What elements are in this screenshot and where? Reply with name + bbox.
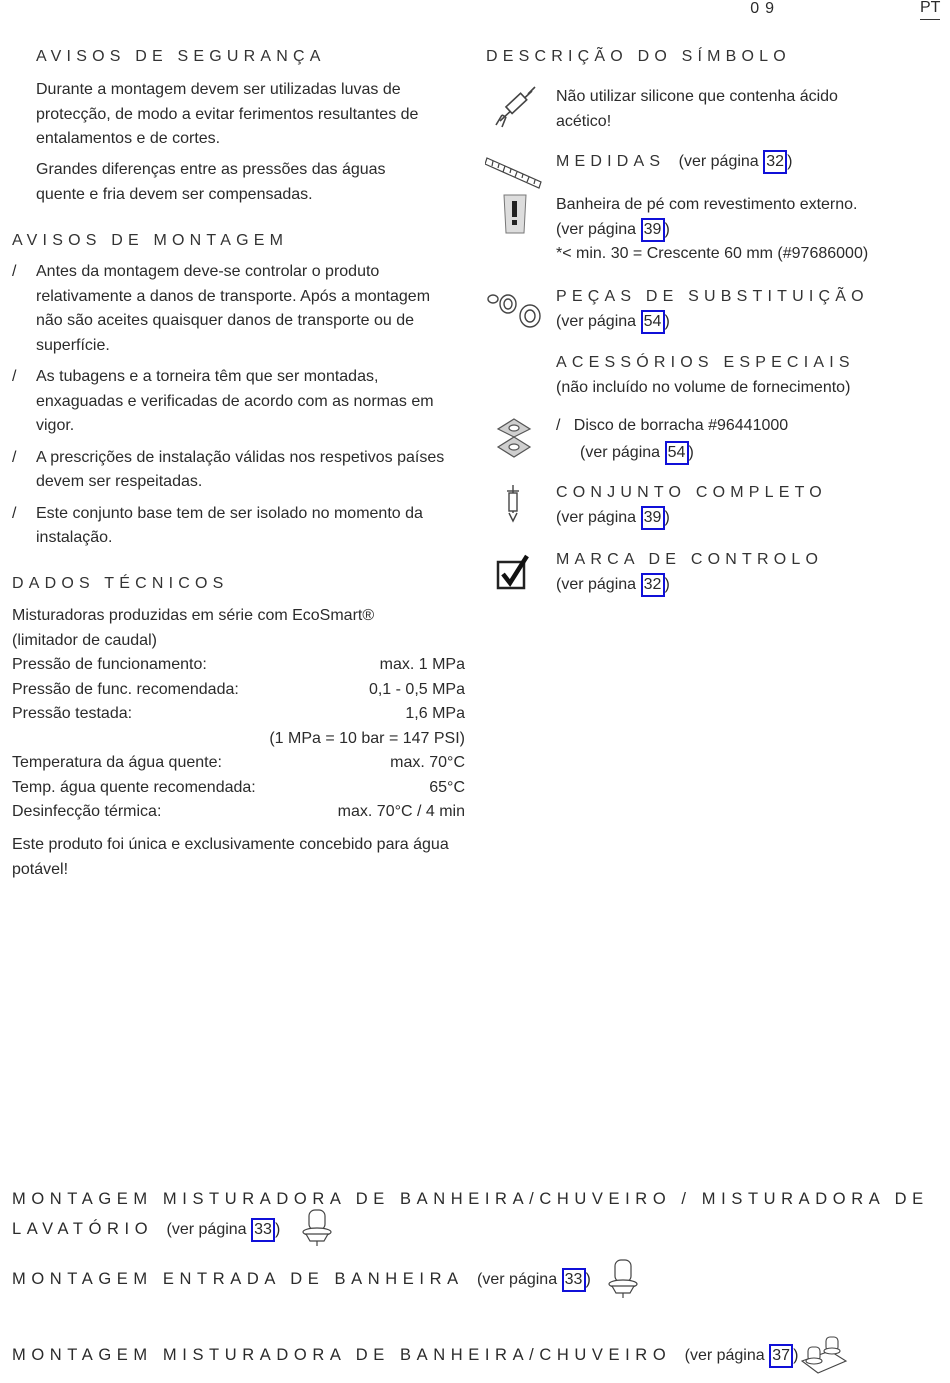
assembly-item: / Antes da montagem deve-se controlar o produto relativamente a danos de transporte. Após a montagem não são aceites quaisquer danos de transporte ou de superfície. bbox=[12, 263, 431, 354]
measures-row bbox=[556, 150, 792, 175]
technical-row: Desinfecção térmica: max. 70°C / 4 min bbox=[12, 803, 465, 820]
bath-inlet-ref: (ver página 33 ) bbox=[468, 1271, 591, 1288]
accessories-block bbox=[556, 351, 855, 400]
page-link-bath-inlet[interactable]: 33 bbox=[562, 1268, 586, 1292]
mixer-basin-ref: (ver página 33 ) bbox=[158, 1221, 281, 1238]
technical-intro-line2: (limitador de caudal) bbox=[12, 631, 157, 649]
complete-set-block bbox=[556, 481, 827, 530]
mixer-shower-title: MONTAGEM MISTURADORA DE BANHEIRA/CHUVEIRO bbox=[12, 1346, 672, 1364]
accessory-bullet: / bbox=[556, 417, 561, 434]
spare-parts-icon bbox=[486, 290, 544, 330]
assembly-item: / As tubagens e a torneira têm que ser montadas, enxaguadas e verificadas de acordo com as normas em vigor. bbox=[12, 368, 434, 434]
accessory-label: Disco de borracha #96441000 bbox=[573, 417, 789, 434]
accessory-item bbox=[556, 414, 788, 465]
complete-set-icon bbox=[502, 483, 524, 525]
page-number: 09 bbox=[750, 0, 780, 17]
page-link-spare-parts[interactable]: 54 bbox=[641, 310, 665, 334]
page-link-control-mark[interactable]: 32 bbox=[641, 573, 665, 597]
technical-intro bbox=[12, 604, 467, 653]
complete-set-title: CONJUNTO COMPLETO bbox=[556, 484, 827, 501]
spare-parts-ref: (ver página 54 ) bbox=[556, 310, 869, 335]
accessories-subtitle: (não incluído no volume de fornecimento) bbox=[556, 378, 851, 396]
safety-title: AVISOS DE SEGURANÇA bbox=[36, 48, 326, 65]
mixer-basin-line1: MONTAGEM MISTURADORA DE BANHEIRA/CHUVEIRO / MISTURADORA DE bbox=[12, 1190, 929, 1208]
technical-row: (1 MPa = 10 bar = 147 PSI) bbox=[269, 729, 465, 747]
technical-note: Este produto foi única e exclusivamente concebido para água potável! bbox=[12, 836, 449, 878]
valve-icon bbox=[604, 1258, 642, 1300]
warning-panel-icon bbox=[500, 193, 530, 235]
assembly-list bbox=[12, 260, 457, 558]
bathtub-line1: Banheira de pé com revestimento externo. bbox=[556, 196, 858, 213]
accessories-title: ACESSÓRIOS ESPECIAIS bbox=[556, 354, 855, 371]
technical-row: Pressão de func. recomendada: 0,1 - 0,5 MPa bbox=[12, 680, 465, 698]
bathtub-ref: (ver página 39 ) bbox=[556, 218, 936, 243]
technical-row: Pressão de funcionamento: max. 1 MPa bbox=[12, 656, 465, 673]
technical-title: DADOS TÉCNICOS bbox=[12, 575, 229, 592]
double-valve-icon bbox=[800, 1333, 848, 1375]
measures-ref: (ver página 32 ) bbox=[670, 153, 793, 170]
bathtub-line3: *< min. 30 = Crescente 60 mm (#97686000) bbox=[556, 245, 869, 262]
control-mark-block bbox=[556, 548, 823, 597]
language-label: PT bbox=[920, 0, 940, 20]
bath-inlet-title: MONTAGEM ENTRADA DE BANHEIRA bbox=[12, 1270, 464, 1288]
page-link-bathtub[interactable]: 39 bbox=[641, 218, 665, 242]
safety-paragraph-2: Grandes diferenças entre as pressões das águas quente e fria devem ser compensadas. bbox=[36, 161, 386, 203]
checkbox-icon bbox=[496, 554, 530, 590]
page-link-mixer-basin[interactable]: 33 bbox=[251, 1218, 275, 1242]
page-link-complete-set[interactable]: 39 bbox=[641, 506, 665, 530]
technical-row: Temp. água quente recomendada: 65°C bbox=[12, 778, 465, 796]
assembly-item: / A prescrições de instalação válidas nos respetivos países devem ser respeitadas. bbox=[12, 448, 445, 490]
technical-row: Pressão testada: 1,6 MPa bbox=[12, 705, 465, 722]
assembly-title: AVISOS DE MONTAGEM bbox=[12, 232, 289, 249]
mixer-shower-ref: (ver página 37 ) bbox=[676, 1347, 799, 1364]
page-link-mixer-shower[interactable]: 37 bbox=[769, 1344, 793, 1368]
measures-title: MEDIDAS bbox=[556, 153, 666, 170]
mixer-basin-line2-row bbox=[12, 1217, 280, 1243]
complete-set-ref: (ver página 39 ) bbox=[556, 506, 827, 531]
assembly-item: / Este conjunto base tem de ser isolado no momento da instalação. bbox=[12, 504, 423, 546]
technical-row: Temperatura da água quente: max. 70°C bbox=[12, 754, 465, 771]
mixer-shower-row bbox=[12, 1343, 798, 1369]
valve-icon bbox=[298, 1208, 336, 1248]
spare-parts-block bbox=[556, 285, 869, 334]
technical-intro-line1: Misturadoras produzidas em série com EcoSmart® bbox=[12, 607, 375, 624]
control-mark-ref: (ver página 32 ) bbox=[556, 573, 823, 598]
safety-paragraph-1: Durante a montagem devem ser utilizadas luvas de protecção, de modo a evitar ferimentos resultantes de entalamentos e de cortes. bbox=[36, 81, 419, 147]
symbols-title: DESCRIÇÃO DO SÍMBOLO bbox=[486, 48, 791, 65]
bath-inlet-row bbox=[12, 1267, 591, 1293]
mixer-basin-line2: LAVATÓRIO bbox=[12, 1220, 154, 1238]
silicone-text: Não utilizar silicone que contenha ácido acético! bbox=[556, 88, 838, 130]
page-link-accessory[interactable]: 54 bbox=[665, 441, 689, 465]
rubber-disc-icon bbox=[494, 417, 534, 459]
caulking-gun-icon bbox=[492, 85, 538, 129]
spare-parts-title: PEÇAS DE SUBSTITUIÇÃO bbox=[556, 288, 869, 305]
control-mark-title: MARCA DE CONTROLO bbox=[556, 551, 824, 568]
page-link-measures[interactable]: 32 bbox=[763, 150, 787, 174]
ruler-icon bbox=[485, 154, 545, 190]
bathtub-block bbox=[556, 193, 936, 267]
technical-table bbox=[12, 653, 465, 825]
accessory-ref: (ver página 54 ) bbox=[556, 441, 788, 466]
